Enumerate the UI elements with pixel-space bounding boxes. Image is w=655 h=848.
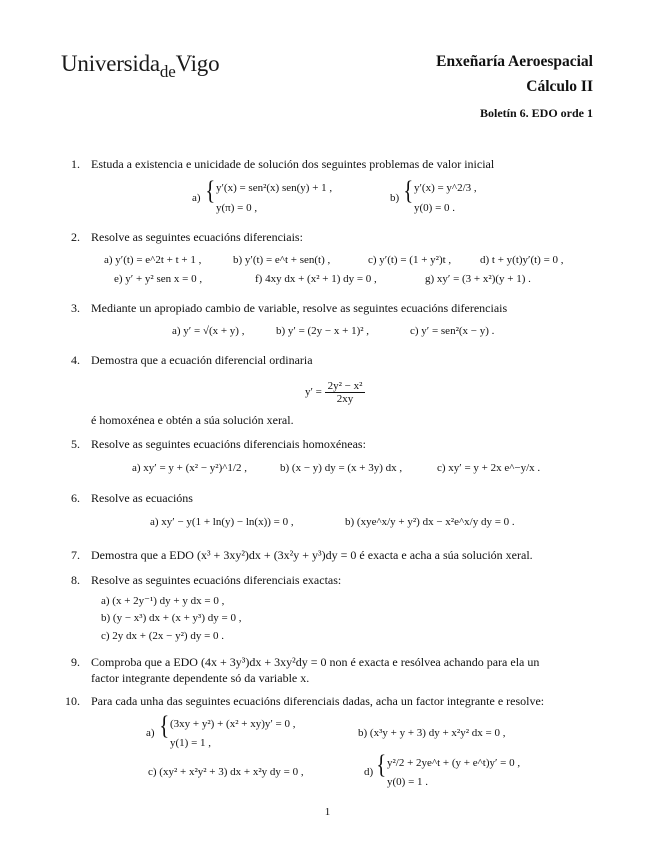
problem-text: Resolve as ecuacións — [91, 491, 193, 505]
equation: c) y′(t) = (1 + y²)t , — [368, 254, 452, 266]
brace: { — [376, 750, 387, 779]
problem-number: 2. — [71, 230, 80, 244]
page-number: 1 — [324, 806, 331, 818]
fraction: $\frac{\text{2y² − x²}}{2xy}$ — [325, 380, 366, 405]
brace: { — [205, 176, 216, 205]
brace: { — [159, 711, 170, 740]
problem-text: Comproba que a EDO (4x + 3y³)dx + 3xy²dy = 0 non é exacta e resólvea achando para ela un — [91, 655, 540, 669]
equation: y(0) = 0 . — [414, 202, 456, 214]
equation: e) y′ + y² sen x = 0 , — [114, 273, 203, 285]
problem-text: Para cada unha das seguintes ecuacións diferenciais dadas, acha un factor integrante e resolve: — [91, 694, 545, 708]
problem-number: 5. — [71, 437, 80, 451]
problem-text: factor integrante dependente só da variable x. — [91, 671, 310, 685]
problem-number: 9. — [71, 655, 80, 669]
equation: a) xy′ = y + (x² − y²)^1/2 , — [132, 462, 247, 474]
equation: b) (x − y) dy = (x + 3y) dx , — [280, 462, 403, 474]
problem-text: é homoxénea e obtén a súa solución xeral. — [91, 413, 294, 427]
equation: c) (xy² + x²y² + 3) dx + x²y dy = 0 , — [148, 766, 304, 778]
equation: y′(x) = sen²(x) sen(y) + 1 , — [216, 182, 333, 194]
problem-number: 3. — [71, 301, 80, 315]
eq-label: a) — [146, 727, 155, 739]
problem-number: 10. — [65, 694, 80, 708]
equation: a) y′(t) = e^2t + t + 1 , — [104, 254, 202, 266]
list-item: c) 2y dx + (2x − y²) dy = 0 . — [101, 630, 225, 642]
list-item: a) (x + 2y⁻¹) dy + y dx = 0 , — [101, 595, 225, 607]
equation: b) (xye^x/y + y²) dx − x²e^x/y dy = 0 . — [345, 516, 515, 528]
problem-text: Resolve as seguintes ecuacións diferenciais homoxéneas: — [91, 437, 366, 451]
problem-number: 8. — [71, 573, 80, 587]
equation: y²/2 + 2ye^t + (y + e^t)y′ = 0 , — [387, 757, 521, 769]
eq-label: b) — [390, 192, 400, 204]
subject-title: Cálculo II — [526, 78, 593, 95]
equation: g) xy′ = (3 + x²)(y + 1) . — [425, 273, 531, 285]
brace: { — [403, 176, 414, 205]
equation: y(1) = 1 , — [170, 737, 212, 749]
equation: y′(x) = y^2/3 , — [414, 182, 477, 194]
problem-text: Demostra que a ecuación diferencial ordinaria — [91, 353, 313, 367]
problem-text: Estuda a existencia e unicidade de solución dos seguintes problemas de valor inicial — [91, 157, 495, 171]
problem-text: Demostra que a EDO (x³ + 3xy²)dx + (3x²y + y³)dy = 0 é exacta e acha a súa solución xeral. — [91, 548, 533, 562]
bulletin-title: Boletín 6. EDO orde 1 — [480, 106, 593, 120]
problem-text: Resolve as seguintes ecuacións diferenciais: — [91, 230, 303, 244]
equation: f) 4xy dx + (x² + 1) dy = 0 , — [255, 273, 377, 285]
equation: d) t + y(t)y′(t) = 0 , — [480, 254, 564, 266]
equation: c) xy′ = y + 2x e^−y/x . — [437, 462, 541, 474]
equation: b) y′ = (2y − x + 1)² , — [276, 325, 370, 337]
equation: a) xy′ − y(1 + ln(y) − ln(x)) = 0 , — [150, 516, 294, 528]
equation: y(0) = 1 . — [387, 776, 429, 788]
equation: y(π) = 0 , — [216, 202, 258, 214]
equation: a) y′ = √(x + y) , — [172, 325, 245, 337]
problem-text: Resolve as seguintes ecuacións diferenciais exactas: — [91, 573, 342, 587]
equation-lhs: y′ = $\frac{\text{2y² − x²}}{2xy}$ — [305, 380, 365, 405]
equation: b) y′(t) = e^t + sen(t) , — [233, 254, 331, 266]
problem-number: 1. — [71, 157, 80, 171]
list-item: b) (y − x³) dx + (x + y³) dy = 0 , — [101, 612, 242, 624]
university-logo: Universida$_{de}$Vigo — [61, 51, 220, 81]
course-title: Enxeñaría Aeroespacial — [436, 53, 593, 70]
eq-label: a) — [192, 192, 201, 204]
problem-text: Mediante un apropiado cambio de variable, resolve as seguintes ecuacións diferenciais — [91, 301, 508, 315]
eq-label: d) — [364, 766, 374, 778]
equation: c) y′ = sen²(x − y) . — [410, 325, 495, 337]
equation: b) (x³y + y + 3) dy + x²y² dx = 0 , — [358, 727, 506, 739]
problem-number: 4. — [71, 353, 80, 367]
equation: (3xy + y²) + (x² + xy)y′ = 0 , — [170, 718, 296, 730]
problem-number: 6. — [71, 491, 80, 505]
problem-number: 7. — [71, 548, 80, 562]
